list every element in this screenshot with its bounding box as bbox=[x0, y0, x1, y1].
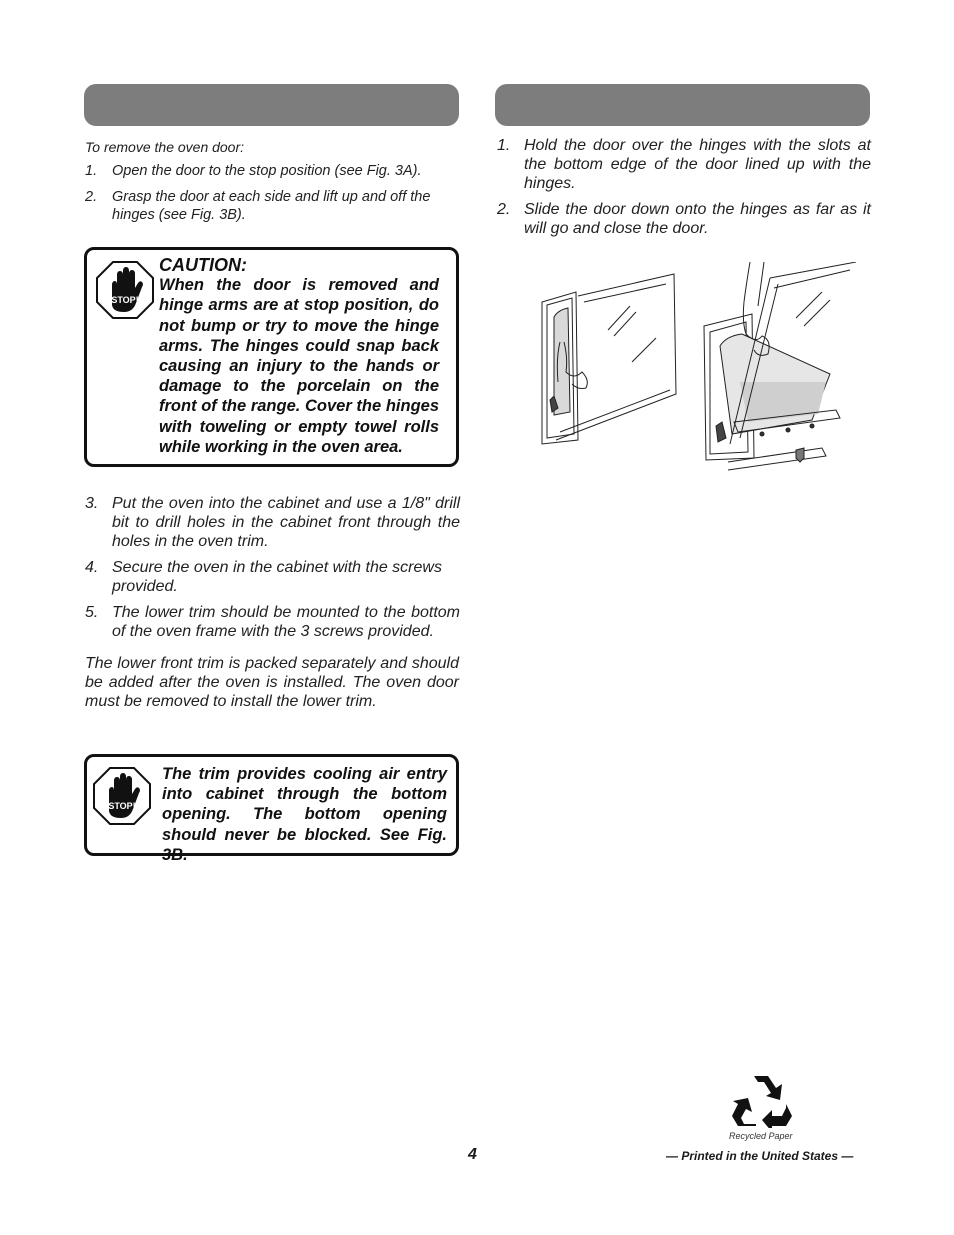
stop-label: STOP! bbox=[108, 801, 136, 811]
page-number: 4 bbox=[468, 1146, 477, 1163]
figure-3a-illustration bbox=[538, 272, 678, 448]
stop-hand-icon bbox=[96, 261, 154, 319]
figure-3b-illustration bbox=[700, 262, 862, 474]
caution-text: When the door is removed and hinge arms are at stop position, do not bump or try to move the hinge arms. The hinges could snap back causing an injury to the hands or damage to the porcelain on the front of the range. Cover the hinges with toweling or empty towel rolls while working in the oven area. bbox=[159, 276, 439, 456]
step-number: 2. bbox=[85, 189, 98, 205]
stop-label: STOP! bbox=[111, 295, 139, 305]
replace-door-steps bbox=[497, 136, 871, 245]
list-item bbox=[85, 162, 460, 180]
step-number: 1. bbox=[85, 163, 98, 179]
step-text: Hold the door over the hinges with the slots at the bottom edge of the door lined up with the hinges. bbox=[524, 137, 871, 192]
remove-door-steps bbox=[85, 162, 460, 232]
step-text: The lower trim should be mounted to the bottom of the oven frame with the 3 screws provided. bbox=[112, 604, 460, 640]
list-item bbox=[85, 494, 460, 551]
step-text: Slide the door down onto the hinges as far as it will go and close the door. bbox=[524, 201, 871, 237]
warning-text: The trim provides cooling air entry into cabinet through the bottom opening. The bottom opening should never be blocked. See Fig. 3B. bbox=[162, 765, 447, 864]
list-item bbox=[497, 200, 871, 238]
step-number: 1. bbox=[497, 137, 511, 154]
step-number: 3. bbox=[85, 495, 99, 512]
stop-hand-icon bbox=[93, 767, 151, 825]
step-number: 5. bbox=[85, 604, 99, 621]
printed-in-usa: — Printed in the United States — bbox=[666, 1149, 854, 1163]
step-number: 4. bbox=[85, 559, 99, 576]
list-item bbox=[497, 136, 871, 193]
step-text: Secure the oven in the cabinet with the screws provided. bbox=[112, 559, 442, 595]
recycle-icon bbox=[730, 1074, 794, 1128]
recycled-paper-caption: Recycled Paper bbox=[729, 1131, 793, 1141]
install-steps bbox=[85, 494, 460, 648]
step-text: Grasp the door at each side and lift up and off the hinges (see Fig. 3B). bbox=[112, 189, 431, 223]
lower-trim-note: The lower front trim is packed separately and should be added after the oven is installed. The oven door must be removed to install the lower trim. bbox=[85, 655, 459, 710]
section-header-bar-left bbox=[84, 84, 459, 126]
step-number: 2. bbox=[497, 201, 511, 218]
caution-heading: CAUTION: bbox=[159, 255, 247, 275]
step-text: Put the oven into the cabinet and use a 1/8" drill bit to drill holes in the cabinet front through the holes in the oven trim. bbox=[112, 495, 460, 550]
list-item bbox=[85, 188, 460, 224]
warning-box bbox=[84, 754, 459, 864]
section-header-bar-right bbox=[495, 84, 870, 126]
list-item bbox=[85, 603, 460, 641]
step-text: Open the door to the stop position (see Fig. 3A). bbox=[112, 163, 422, 179]
remove-door-intro: To remove the oven door: bbox=[85, 139, 245, 155]
caution-box bbox=[84, 247, 459, 467]
list-item bbox=[85, 558, 460, 596]
